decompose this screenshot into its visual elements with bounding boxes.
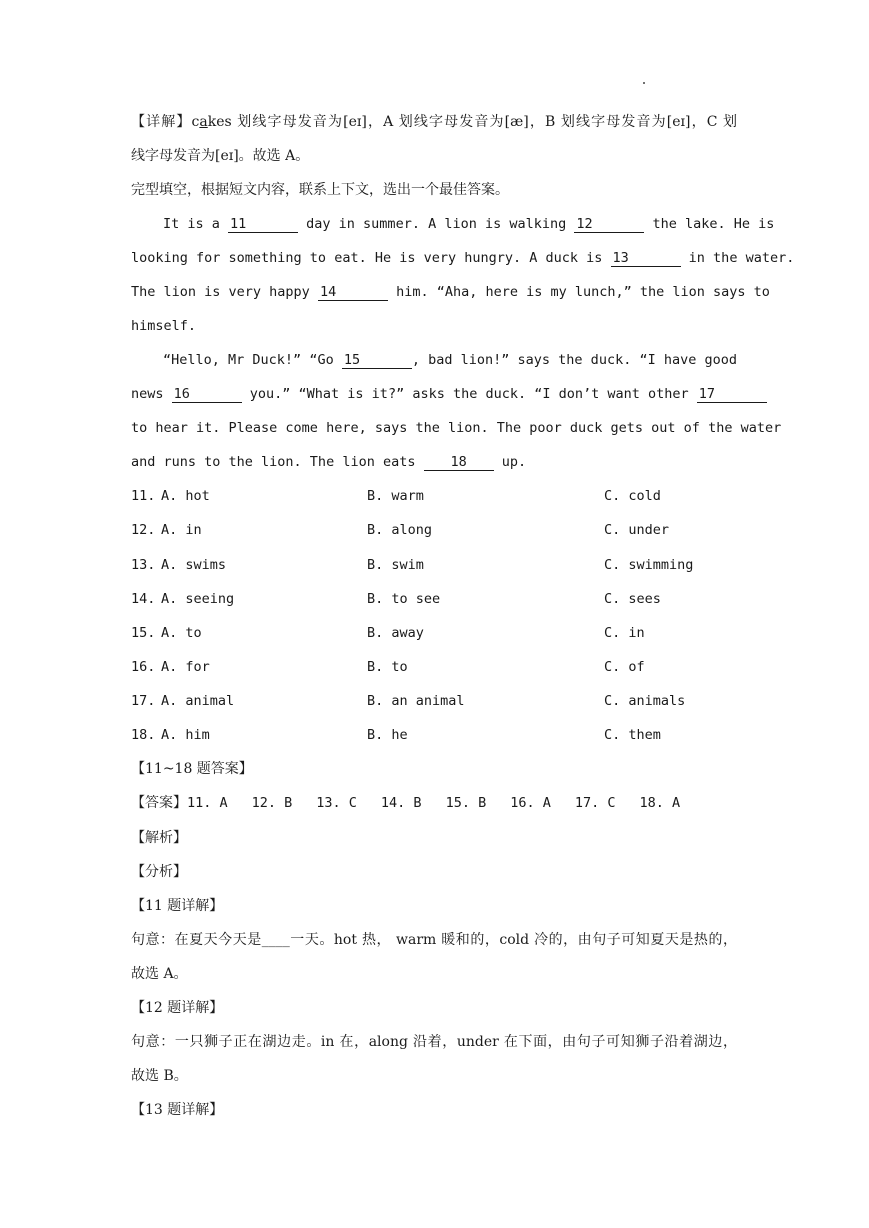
option-a: A. hot xyxy=(161,488,210,504)
question-number: 17. xyxy=(131,693,156,709)
blank-14: 14 xyxy=(318,284,388,301)
intro-line-2: 线字母发音为[eɪ]。故选 A。 xyxy=(131,148,310,164)
question-number: 16. xyxy=(131,659,156,675)
option-c: C. them xyxy=(604,727,661,743)
option-c: C. in xyxy=(604,625,645,641)
answer-item: 11. A xyxy=(187,795,228,811)
answer-item: 12. B xyxy=(251,795,293,811)
blank-18: 18 xyxy=(424,454,494,471)
passage-line: looking for something to eat. He is very hungry. A duck is 13 in the water. xyxy=(131,250,795,266)
blank-16: 16 xyxy=(172,386,242,403)
option-c: C. swimming xyxy=(604,557,694,573)
underlined-letter: a xyxy=(199,114,208,130)
q12-explain-line-2: 故选 B。 xyxy=(131,1068,188,1084)
passage-line: The lion is very happy 14 him. “Aha, here is my lunch,” the lion says to xyxy=(131,284,770,300)
passage-line: himself. xyxy=(131,318,197,334)
blank-15: 15 xyxy=(342,352,412,369)
passage-line: It is a 11 day in summer. A lion is walking 12 the lake. He is xyxy=(163,216,775,232)
option-a: A. him xyxy=(161,727,210,743)
blank-12: 12 xyxy=(574,216,644,233)
answer-line xyxy=(131,793,737,813)
q11-explain-line-2: 故选 A。 xyxy=(131,966,188,982)
answer-item: 16. A xyxy=(510,795,551,811)
option-c: C. sees xyxy=(604,591,661,607)
option-a: A. seeing xyxy=(161,591,235,607)
option-a: A. animal xyxy=(161,693,235,709)
q12-header: 【12 题详解】 xyxy=(131,1000,224,1016)
q13-header: 【13 题详解】 xyxy=(131,1102,224,1118)
passage-line: and runs to the lion. The lion eats 18 up. xyxy=(131,454,527,470)
fenxi-header: 【分析】 xyxy=(131,864,187,880)
question-number: 15. xyxy=(131,625,156,641)
blank-11: 11 xyxy=(228,216,298,233)
option-c: C. animals xyxy=(604,693,686,709)
option-b: B. along xyxy=(367,522,433,538)
answer-item: 13. C xyxy=(316,795,357,811)
question-number: 12. xyxy=(131,522,156,538)
intro-rest: kes 划线字母发音为[eɪ]，A 划线字母发音为[æ]，B 划线字母发音为[eɪ]，C 划 xyxy=(207,114,737,130)
intro-lead: 【详解】c xyxy=(131,114,200,130)
instruction: 完型填空，根据短文内容，联系上下文，选出一个最佳答案。 xyxy=(131,182,509,198)
option-a: A. swims xyxy=(161,557,227,573)
page-dot xyxy=(643,82,645,84)
option-c: C. of xyxy=(604,659,645,675)
option-c: C. under xyxy=(604,522,670,538)
answer-item: 15. B xyxy=(445,795,487,811)
option-b: B. he xyxy=(367,727,408,743)
option-a: A. to xyxy=(161,625,202,641)
question-number: 14. xyxy=(131,591,156,607)
question-number: 11. xyxy=(131,488,156,504)
answer-label: 【答案】 xyxy=(131,795,187,811)
question-number: 13. xyxy=(131,557,156,573)
option-b: B. warm xyxy=(367,488,424,504)
intro-line-1 xyxy=(131,112,737,132)
answer-item: 17. C xyxy=(574,795,616,811)
passage-line: news 16 you.” “What is it?” asks the duck. “I don’t want other 17 xyxy=(131,384,737,404)
blank-13: 13 xyxy=(611,250,681,267)
option-b: B. an animal xyxy=(367,693,465,709)
q11-header: 【11 题详解】 xyxy=(131,898,224,914)
q12-explain-line-1: 句意：一只狮子正在湖边走。in 在，along 沿着，under 在下面，由句子可知狮子沿着湖边， xyxy=(131,1034,737,1050)
option-b: B. to see xyxy=(367,591,441,607)
answer-item: 18. A xyxy=(639,795,681,811)
analysis-header: 【解析】 xyxy=(131,830,187,846)
option-a: A. for xyxy=(161,659,210,675)
option-b: B. to xyxy=(367,659,408,675)
option-b: B. swim xyxy=(367,557,424,573)
option-c: C. cold xyxy=(604,488,661,504)
q11-explain-line-1: 句意：在夏天今天是____一天。hot 热， warm 暖和的，cold 冷的，由句子可知夏天是热的， xyxy=(131,932,737,948)
answer-item: 14. B xyxy=(380,795,422,811)
blank-17: 17 xyxy=(697,386,767,403)
passage-line: to hear it. Please come here, says the lion. The poor duck gets out of the water xyxy=(131,420,782,436)
answer-header: 【11~18 题答案】 xyxy=(131,761,253,777)
option-b: B. away xyxy=(367,625,424,641)
option-a: A. in xyxy=(161,522,202,538)
question-number: 18. xyxy=(131,727,156,743)
passage-line: “Hello, Mr Duck!” “Go 15 , bad lion!” says the duck. “I have good xyxy=(163,352,738,368)
